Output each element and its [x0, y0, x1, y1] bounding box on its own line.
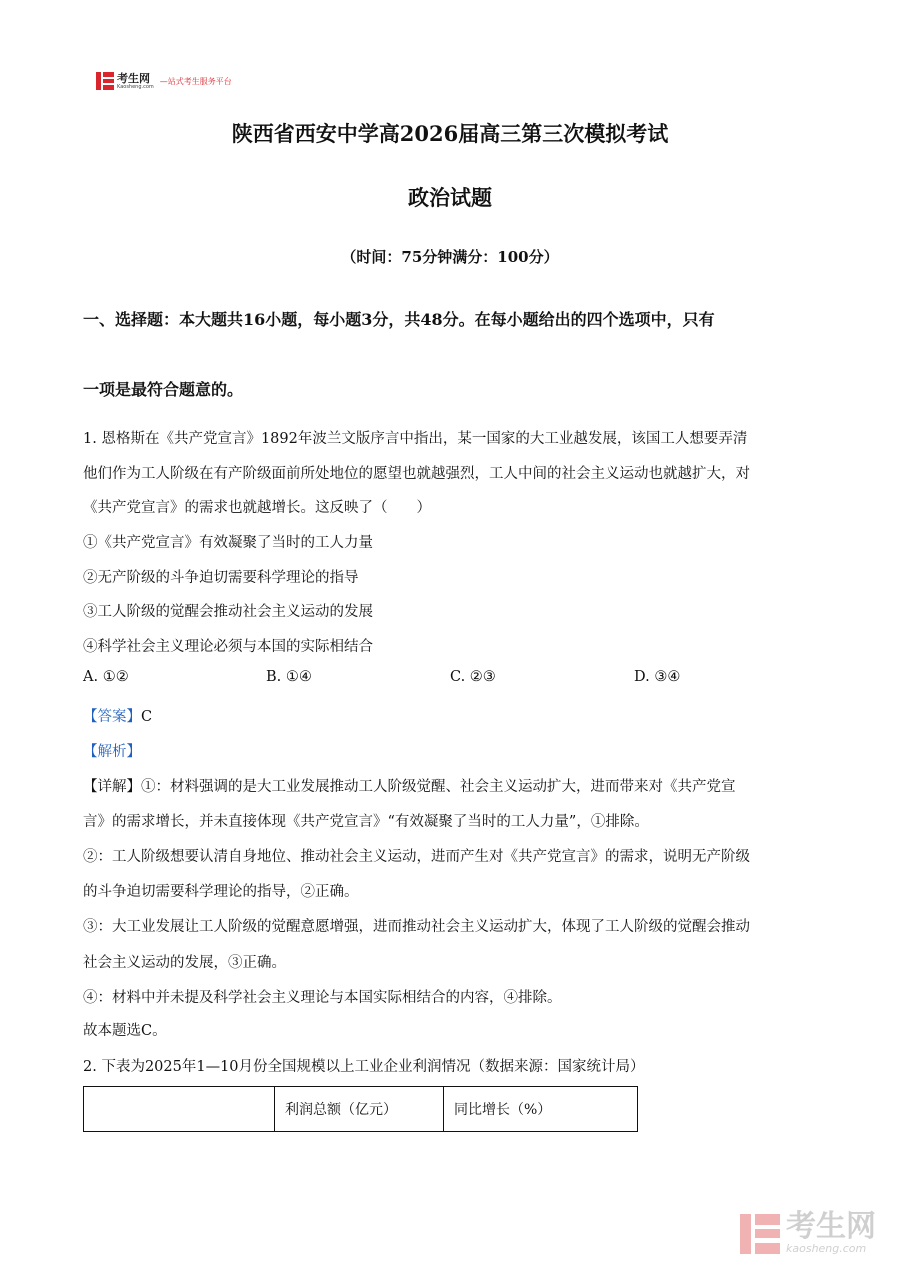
q1-statement: ①《共产党宣言》有效凝聚了当时的工人力量: [83, 535, 373, 551]
q1-explanation-line: 故本题选C。: [83, 1023, 167, 1039]
q1-explanation-line: ③：大工业发展让工人阶级的觉醒意愿增强，进而推动社会主义运动扩大，体现了工人阶级的觉醒会推动: [83, 919, 750, 935]
q1-option-b: B. ①④: [266, 669, 312, 685]
q1-option-d: D. ③④: [634, 669, 681, 685]
table-row: [84, 1087, 638, 1132]
q1-explanation-line: ④：材料中并未提及科学社会主义理论与本国实际相结合的内容，④排除。: [83, 990, 562, 1006]
logo-domain: Kaosheng.com: [117, 83, 154, 90]
table-header-cell: 同比增长（%）: [444, 1087, 638, 1132]
table-header-cell: 利润总额（亿元）: [275, 1087, 444, 1132]
analysis-label: 【解析】: [83, 744, 141, 760]
q1-stem-line: 他们作为工人阶级在有产阶级面前所处地位的愿望也就越强烈，工人中间的社会主义运动也就越扩大，对: [83, 466, 750, 482]
section-heading-line-1: 一、选择题：本大题共16小题，每小题3分，共48分。在每小题给出的四个选项中，只有: [83, 310, 715, 329]
logo-icon: [96, 72, 114, 90]
q1-statement: ④科学社会主义理论必须与本国的实际相结合: [83, 639, 373, 655]
page-title: 陕西省西安中学高2026届高三第三次模拟考试: [231, 121, 669, 146]
watermark: [740, 1209, 876, 1255]
q1-option-a: A. ①②: [83, 669, 129, 685]
answer-value: C: [141, 709, 153, 725]
q1-explanation-line: 的斗争迫切需要科学理论的指导，②正确。: [83, 884, 359, 900]
q1-explanation-line: 【详解】①：材料强调的是大工业发展推动工人阶级觉醒、社会主义运动扩大，进而带来对《共产党宣: [83, 779, 736, 795]
q1-statement: ③工人阶级的觉醒会推动社会主义运动的发展: [83, 604, 373, 620]
q1-answer: [83, 705, 152, 726]
exam-info: （时间：75分钟满分：100分）: [341, 248, 559, 266]
q1-option-c: C. ②③: [450, 669, 496, 685]
header-logo: [96, 72, 232, 90]
logo-name: 考生网: [117, 71, 150, 85]
q1-explanation-line: ②：工人阶级想要认清自身地位、推动社会主义运动，进而产生对《共产党宣言》的需求，说明无产阶级: [83, 849, 750, 865]
logo-slogan: —站式考生服务平台: [159, 76, 232, 86]
watermark-name: 考生网: [786, 1209, 876, 1244]
table-header-cell: [84, 1087, 275, 1132]
q1-stem-line: 1. 恩格斯在《共产党宣言》1892年波兰文版序言中指出，某一国家的大工业越发展，该国工人想要弄清: [83, 431, 748, 447]
section-heading-line-2: 一项是最符合题意的。: [83, 380, 244, 399]
watermark-domain: kaosheng.com: [786, 1242, 867, 1255]
q1-explanation-line: 社会主义运动的发展，③正确。: [83, 955, 286, 971]
subject-title: 政治试题: [408, 185, 492, 210]
q1-stem-line: 《共产党宣言》的需求也就越增长。这反映了（ ）: [83, 500, 431, 516]
q2-stem: 2. 下表为2025年1—10月份全国规模以上工业企业利润情况（数据来源：国家统计局）: [83, 1059, 645, 1075]
q1-statement: ②无产阶级的斗争迫切需要科学理论的指导: [83, 570, 359, 586]
watermark-logo-icon: [740, 1214, 780, 1254]
q2-table: [83, 1086, 638, 1132]
q1-explanation-line: 言》的需求增长，并未直接体现《共产党宣言》“有效凝聚了当时的工人力量”，①排除。: [83, 814, 649, 830]
answer-label: 【答案】: [83, 709, 141, 725]
